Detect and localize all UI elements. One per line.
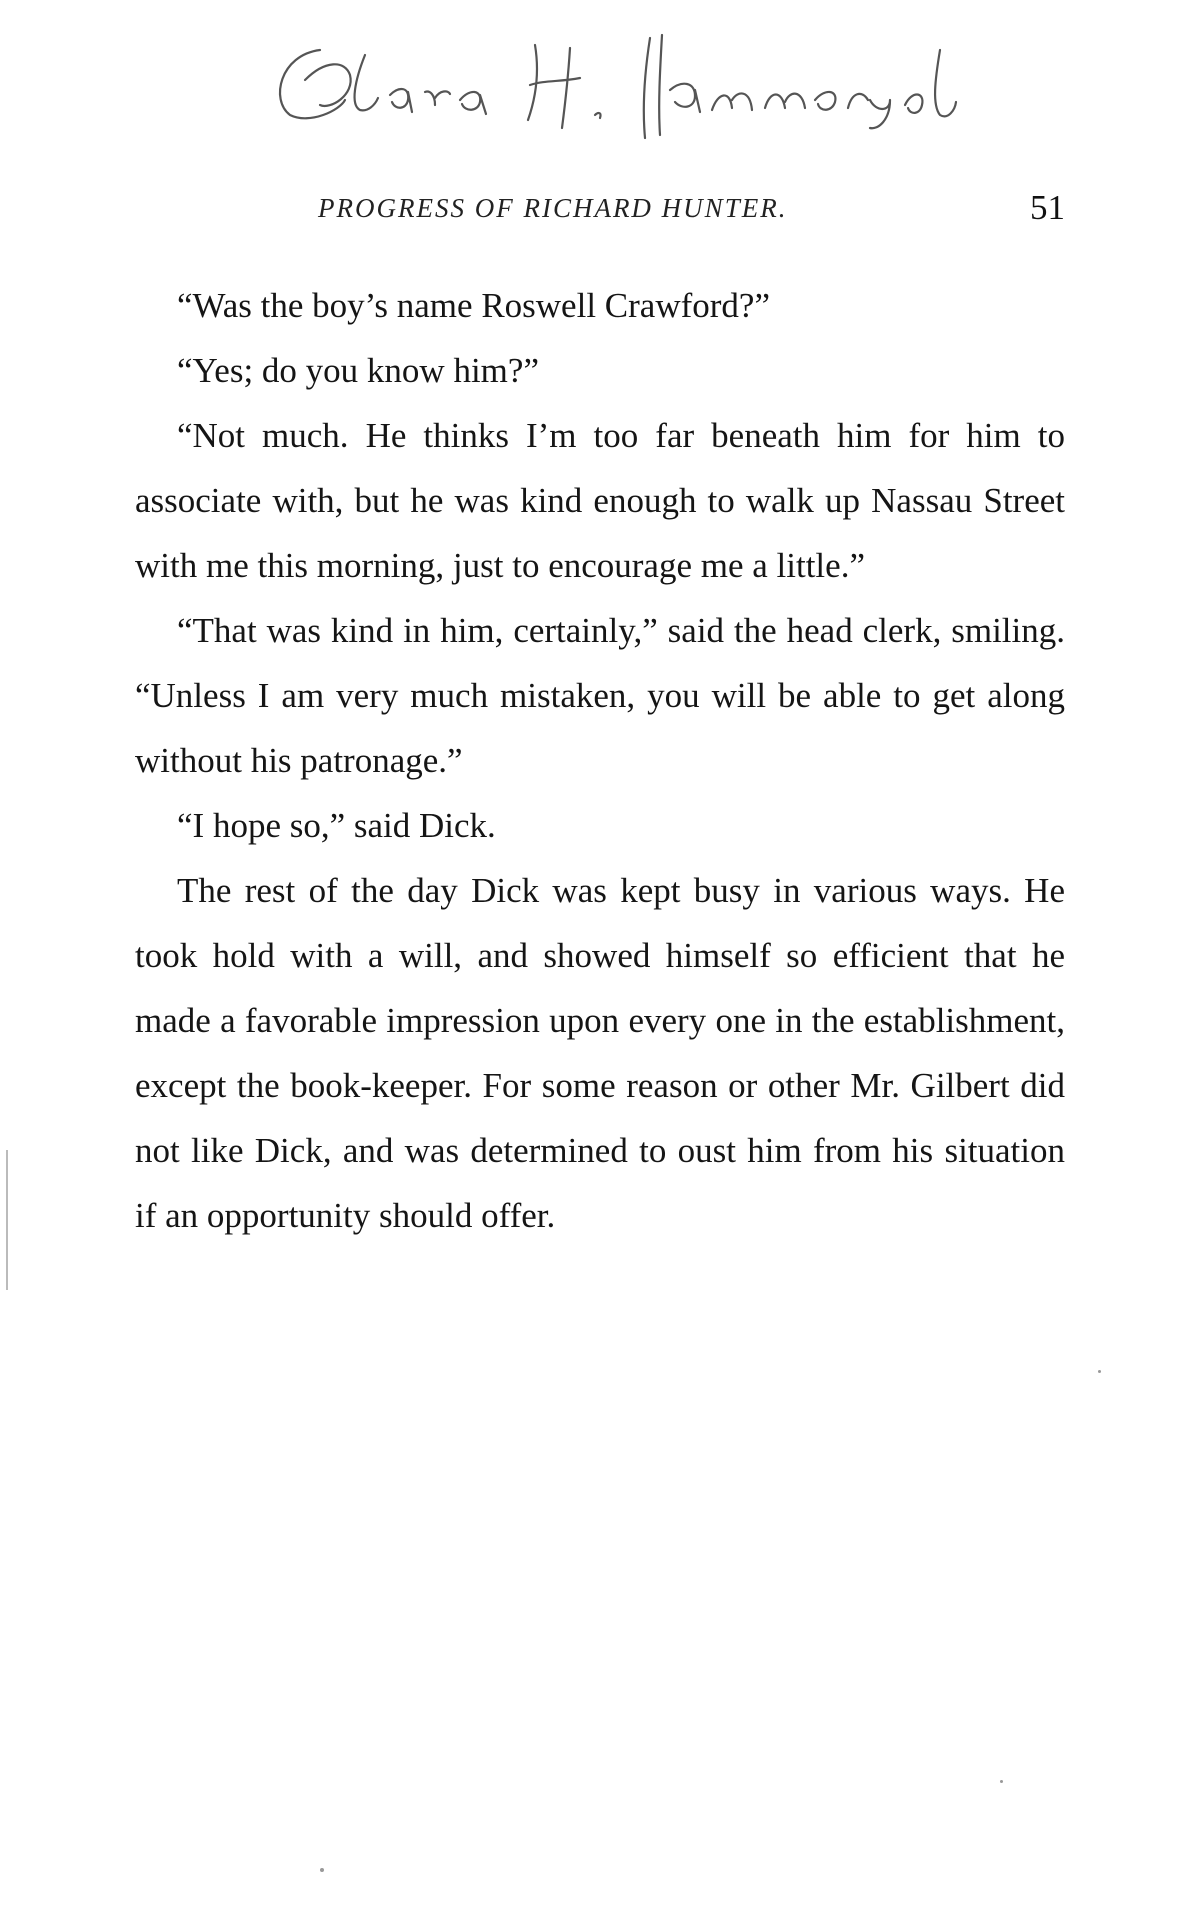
dialogue-paragraph-1: “Was the boy’s name Roswell Crawford?” xyxy=(177,286,770,325)
dialogue-paragraph-3: “Not much. He thinks I’m too far beneath him for him to associate with, but he was kind enough to walk up Nassau Street with me this morning, just to encourage me a little.” xyxy=(135,416,1065,585)
running-header-title: PROGRESS OF RICHARD HUNTER. xyxy=(318,193,788,223)
body-text xyxy=(135,273,1065,1248)
ink-speck xyxy=(1000,1780,1003,1783)
dialogue-paragraph-4: “That was kind in him, certainly,” said the head clerk, smiling. “Unless I am very much mistaken, you will be able to get along without his patronage.” xyxy=(135,611,1065,780)
ink-speck xyxy=(320,1868,324,1872)
dialogue-paragraph-2: “Yes; do you know him?” xyxy=(177,351,539,390)
margin-mark xyxy=(6,1150,8,1290)
ink-speck xyxy=(1098,1370,1101,1373)
handwritten-signature xyxy=(250,20,970,160)
dialogue-paragraph-5: “I hope so,” said Dick. xyxy=(177,806,496,845)
page-number: 51 xyxy=(1030,188,1065,227)
narrative-paragraph: The rest of the day Dick was kept busy in various ways. He took hold with a will, and showed himself so efficient that he made a favorable impression upon every one in the establishment, except the book-keeper. For some reason or other Mr. Gilbert did not like Dick, and was determined to oust him from his situation if an opportunity should offer. xyxy=(135,871,1065,1235)
